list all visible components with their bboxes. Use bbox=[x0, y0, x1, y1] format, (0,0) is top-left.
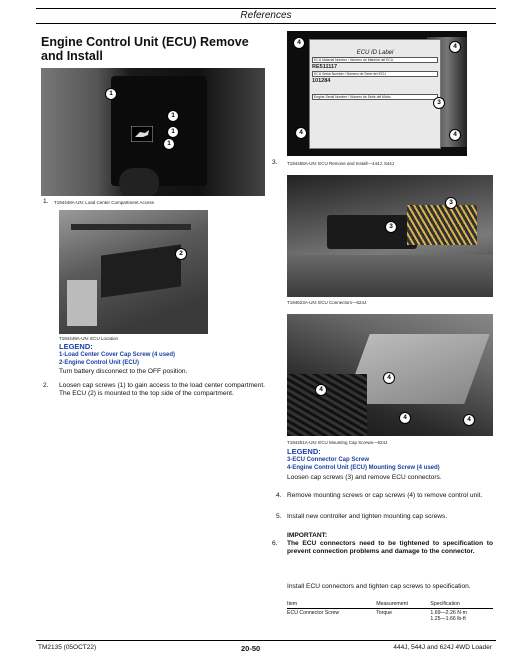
callout-4: 4 bbox=[449, 129, 461, 141]
figure-ecu-location bbox=[59, 210, 208, 334]
figure-caption: T194449A-UN: ECU Location bbox=[59, 336, 119, 341]
header-bottom-rule bbox=[36, 23, 496, 24]
callout-1: 1 bbox=[167, 110, 179, 122]
figure-load-center-access bbox=[41, 68, 265, 196]
spec-value-metric: 1.69—2.26 N·m bbox=[430, 610, 468, 616]
callout-4: 4 bbox=[399, 412, 411, 424]
legend-item: 2-Engine Control Unit (ECU) bbox=[59, 360, 139, 366]
ecu-label-heading: ECU ID Label bbox=[356, 50, 394, 56]
callout-1: 1 bbox=[167, 126, 179, 138]
figure-ecu-mounting-screws bbox=[287, 314, 493, 436]
ecu-part-value: RE511117 bbox=[312, 64, 338, 70]
figure-ecu-remove-install bbox=[287, 31, 467, 156]
step-6-number: 6. bbox=[272, 540, 278, 547]
legend-item: 4-Engine Control Unit (ECU) Mounting Screw (4 used) bbox=[287, 465, 440, 471]
legend-title: LEGEND: bbox=[287, 447, 321, 456]
ecu-part-label: ECU Material Number / Número de Material del ECU bbox=[312, 57, 438, 63]
ecu-serial-value: 101284 bbox=[312, 78, 331, 84]
callout-4: 4 bbox=[449, 41, 461, 53]
page-title: Engine Control Unit (ECU) Remove and Install bbox=[41, 35, 249, 63]
step-3-text: Loosen cap screws (3) and remove ECU connectors. bbox=[287, 474, 442, 481]
figure-ecu-connectors bbox=[287, 175, 493, 297]
spec-value bbox=[430, 609, 493, 624]
figure-caption: T194451A-UN: ECU Mounting Cap Screws—624J bbox=[287, 440, 388, 445]
ecu-engine-label: Engine Serial Number / Número de Serie del Motor bbox=[312, 94, 438, 100]
callout-1: 1 bbox=[105, 88, 117, 100]
step-4-number: 4. bbox=[276, 492, 282, 499]
spec-item: ECU Connector Screw bbox=[287, 610, 340, 616]
step-4-text: Remove mounting screws or cap screws (4) to remove control unit. bbox=[287, 492, 483, 499]
callout-4: 4 bbox=[295, 127, 307, 139]
ecu-id-label bbox=[309, 39, 441, 149]
figure-caption: T194623A-UN: ECU Connectors—624J bbox=[287, 300, 367, 305]
footer-rule bbox=[36, 640, 496, 641]
step-5-number: 5. bbox=[276, 513, 282, 520]
important-label: IMPORTANT: bbox=[287, 532, 328, 539]
spec-value-imperial: 1.25—1.66 lb-ft bbox=[430, 616, 466, 622]
section-header: References bbox=[240, 10, 292, 21]
step-5-text: Install new controller and tighten mounting cap screws. bbox=[287, 513, 448, 520]
legend-title: LEGEND: bbox=[59, 342, 93, 351]
legend-item: 3-ECU Connector Cap Screw bbox=[287, 457, 370, 463]
callout-4: 4 bbox=[383, 372, 395, 384]
callout-1: 1 bbox=[163, 138, 175, 150]
table-row bbox=[287, 609, 493, 624]
spec-header-item: Item bbox=[287, 600, 376, 609]
footer-right: 444J, 544J and 624J 4WD Loader bbox=[393, 644, 492, 651]
callout-3: 3 bbox=[385, 221, 397, 233]
spec-header-measurement: Measurement bbox=[376, 600, 430, 609]
spec-header-specification: Specification bbox=[430, 600, 493, 609]
figure-number: 1. bbox=[43, 198, 49, 205]
step-2-text: Loosen cap screws (1) to gain access to the load center compartment. The ECU (2) is mounted to the top side of the compartment. bbox=[59, 382, 265, 397]
header-top-rule bbox=[36, 8, 496, 9]
callout-2: 2 bbox=[175, 248, 187, 260]
callout-3: 3 bbox=[433, 97, 445, 109]
footer-left: TM2135 (05OCT22) bbox=[38, 644, 97, 651]
step-6-text: The ECU connectors need to be tightened to specification to prevent connection problems and damage to the connector. bbox=[287, 540, 493, 555]
install-text: Install ECU connectors and tighten cap screws to specification. bbox=[287, 583, 471, 590]
ecu-serial-label: ECU Serial Number / Número de Serie del ECU bbox=[312, 71, 438, 77]
page-number: 20-50 bbox=[241, 644, 261, 653]
figure-number: 3. bbox=[272, 159, 278, 166]
step-1-text: Turn battery disconnect to the OFF position. bbox=[59, 368, 188, 375]
callout-4: 4 bbox=[293, 37, 305, 49]
callout-3: 3 bbox=[445, 197, 457, 209]
deer-logo-icon bbox=[131, 126, 153, 142]
step-2-number: 2. bbox=[43, 382, 49, 389]
callout-4: 4 bbox=[463, 414, 475, 426]
legend-item: 1-Load Center Cover Cap Screw (4 used) bbox=[59, 352, 176, 358]
figure-caption: T194458A-UN: ECU Remove and Install—444J, 544J bbox=[287, 161, 395, 166]
spec-table bbox=[287, 600, 493, 623]
spec-measurement: Torque bbox=[376, 610, 393, 616]
callout-4: 4 bbox=[315, 384, 327, 396]
figure-caption: T194448A-UN: Load Center Compartment Access bbox=[54, 200, 155, 205]
